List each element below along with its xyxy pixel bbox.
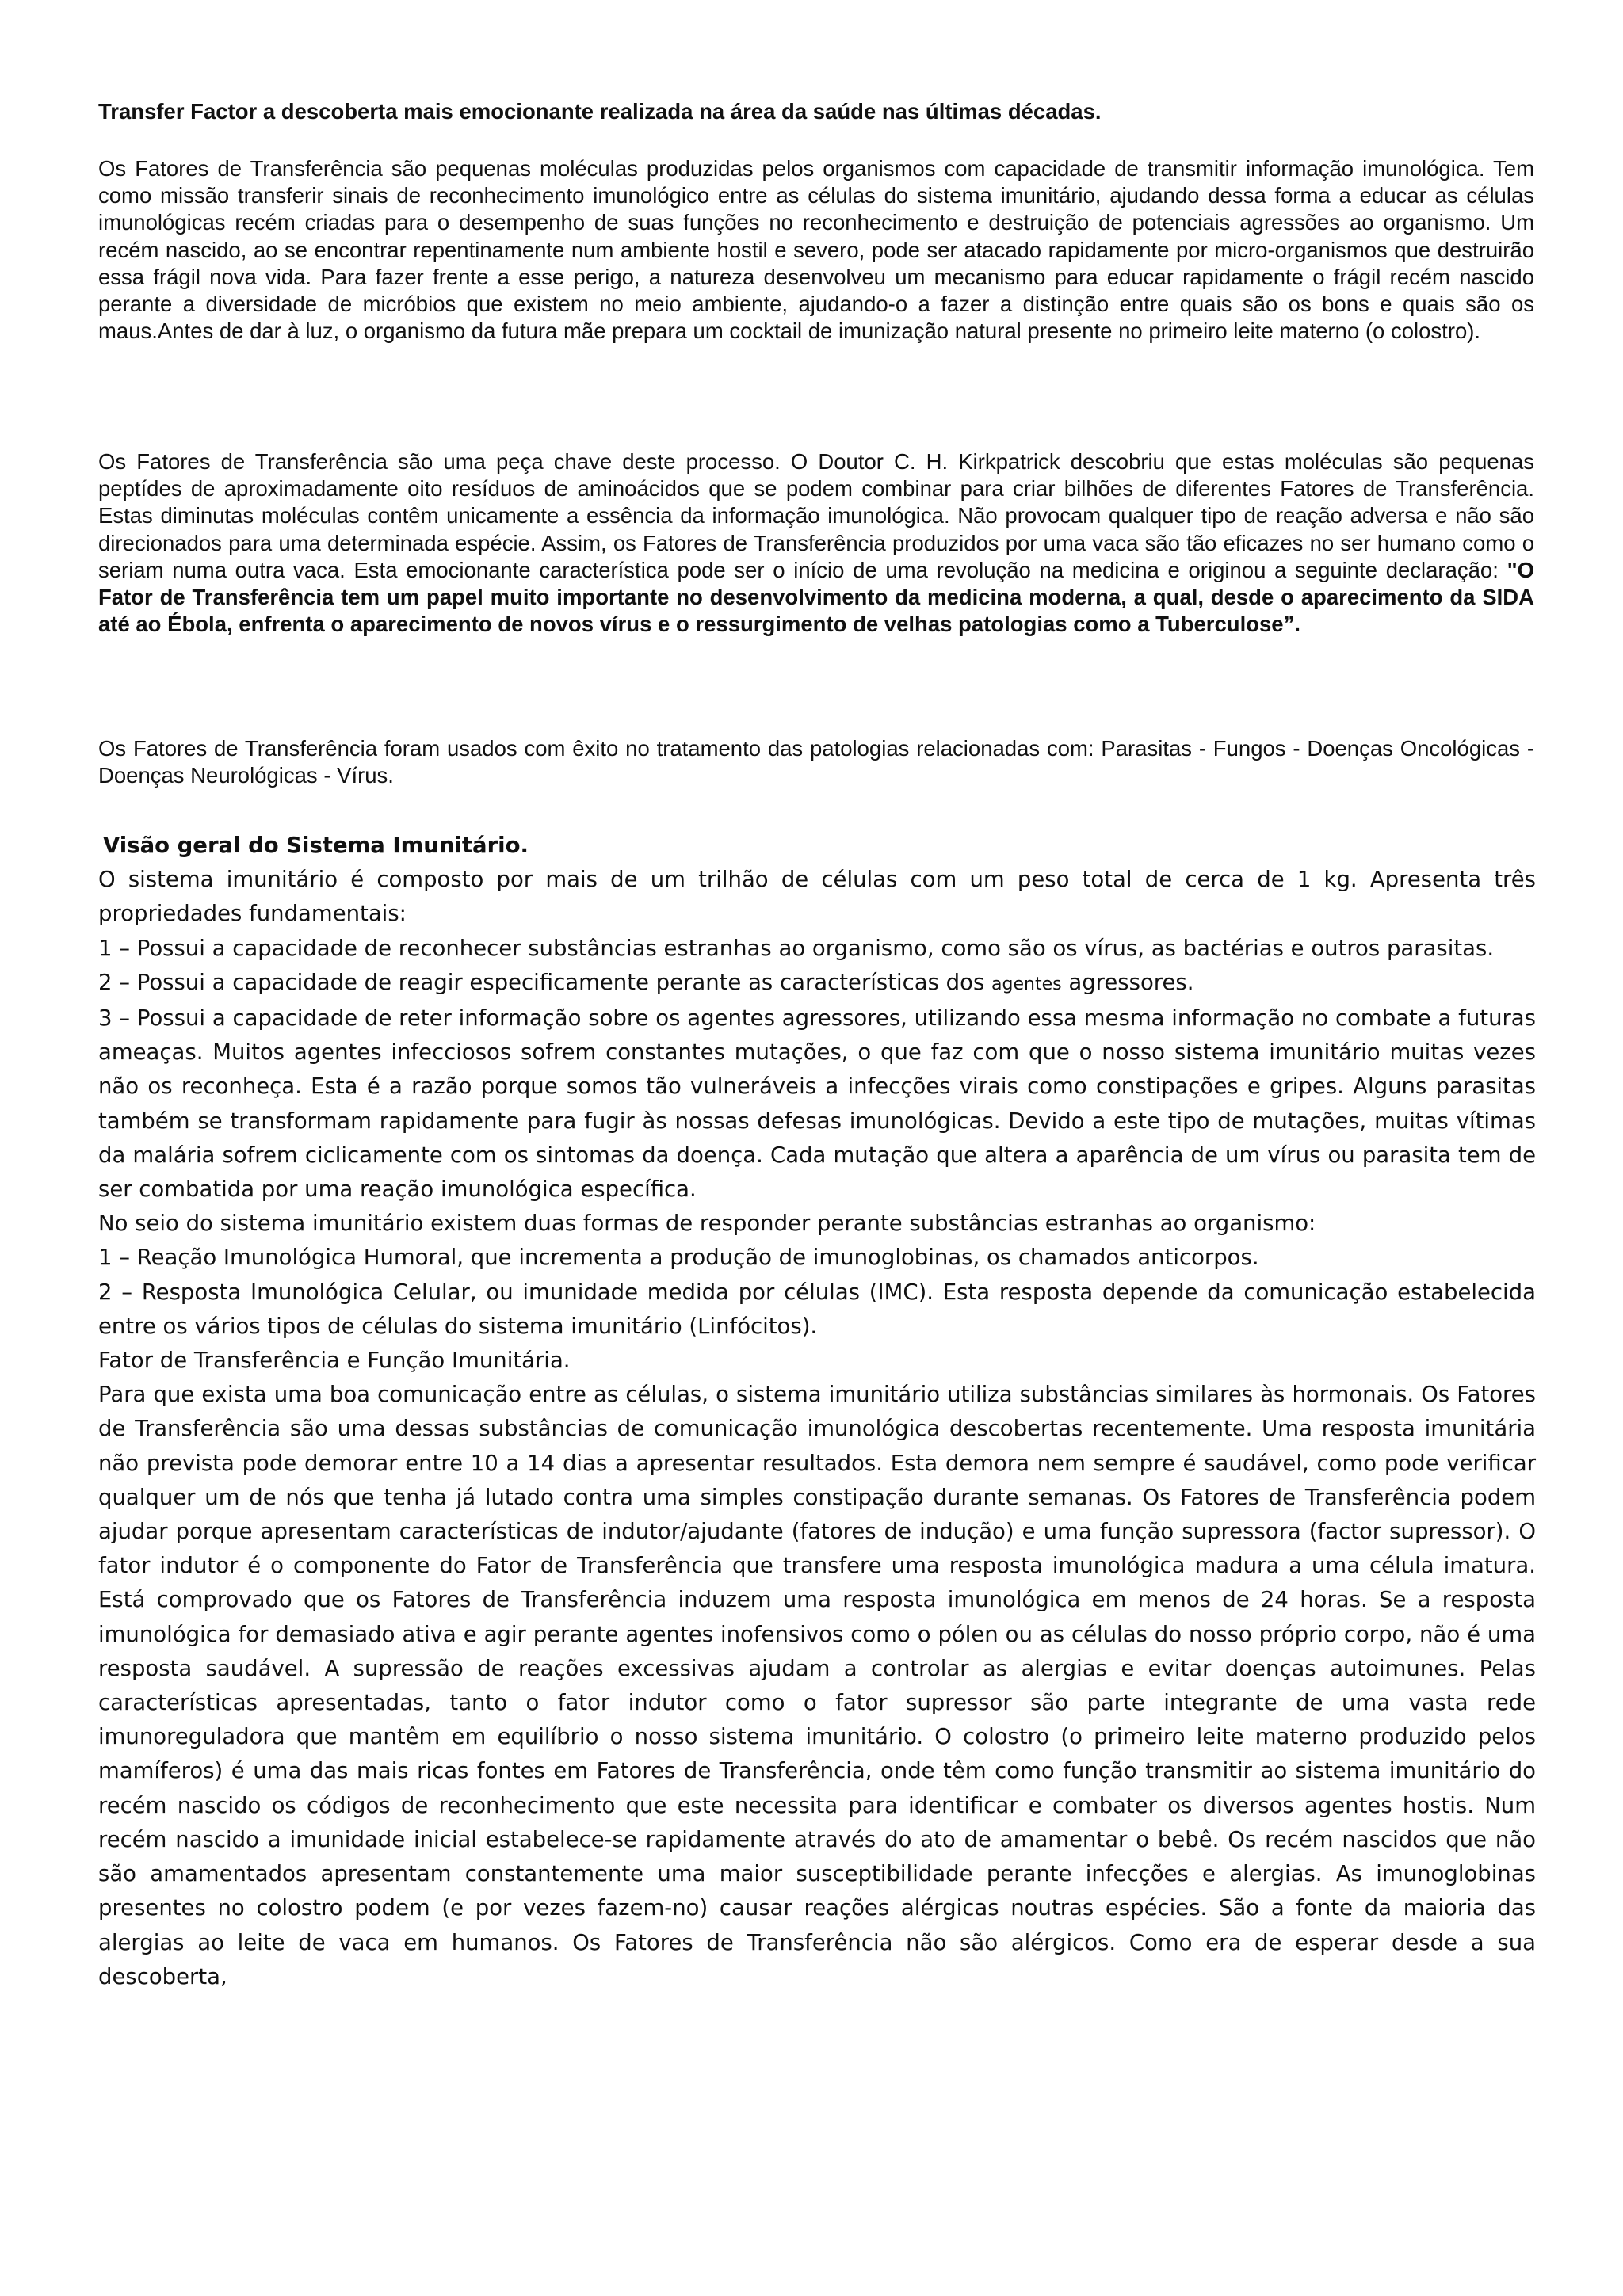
response-forms-intro: No seio do sistema imunitário existem duas formas de responder perante substâncias estranhas ao organismo:: [98, 1211, 1316, 1237]
document-title: Transfer Factor a descoberta mais emocionante realizada na área da saúde nas últimas décadas.: [98, 99, 1102, 124]
response-form-1: 1 – Reação Imunológica Humoral, que incrementa a produção de imunoglobinas, os chamados anticorpos.: [98, 1245, 1259, 1271]
subsection-heading: Fator de Transferência e Função Imunitária.: [98, 1348, 571, 1374]
property-item-3: 3 – Possui a capacidade de reter informação sobre os agentes agressores, utilizando essa mesma informação no combate a futuras ameaças. Muitos agentes infecciosos sofrem constantes mutações, o que faz com que o nosso sistema imunitário muitas vezes não os reconheça. Esta é a razão porque somos tão vulneráveis a infecções virais como constipações e gripes. Alguns parasitas também se transformam rapidamente para fugir às nossas defesas imunológicas. Devido a este tipo de mutações, muitas vítimas da malária sofrem ciclicamente com os sintomas da doença. Cada mutação que altera a aparência de um vírus ou parasita tem de ser combatida por uma reação imunológica específica.: [98, 1005, 1536, 1203]
paragraph-intro: Os Fatores de Transferência são pequenas moléculas produzidas pelos organismos com capacidade de transmitir informação imunológica. Tem como missão transferir sinais de reconhecimento imunológico entre as células do sistema imunitário, ajudando dessa forma a educar as células imunológicas recém criadas para o desempenho de suas funções no reconhecimento e destruição de potenciais agressões ao organismo. Um recém nascido, ao se encontrar repentinamente num ambiente hostil e severo, pode ser atacado rapidamente por micro-organismos que destruirão essa frágil nova vida. Para fazer frente a esse perigo, a natureza desenvolveu um mecanismo para educar rapidamente o frágil recém nascido perante a diversidade de micróbios que existem no meio ambiente, ajudando-o a fazer a distinção entre quais são os bons e quais são os maus.Antes de dar à luz, o organismo da futura mãe prepara um cocktail de imunização natural presente no primeiro leite materno (o colostro).: [98, 156, 1534, 344]
transfer-factor-paragraph: Para que exista uma boa comunicação entre as células, o sistema imunitário utiliza substâncias similares às hormonais. Os Fatores de Transferência são uma dessas substâncias de comunicação imunológica descobertas recentemente. Uma resposta imunitária não prevista pode demorar entre 10 a 14 dias a apresentar resultados. Esta demora nem sempre é saudável, como pode verificar qualquer um de nós que tenha já lutado contra uma simples constipação durante semanas. Os Fatores de Transferência podem ajudar porque apresentam características de indutor/ajudante (fatores de indução) e uma função supressora (factor supressor). O fator indutor é o componente do Fator de Transferência que transfere uma resposta imunológica madura a uma célula imatura. Está comprovado que os Fatores de Transferência induzem uma resposta imunológica em menos de 24 horas. Se a resposta imunológica for demasiado ativa e agir perante agentes inofensivos como o pólen ou as células do nosso próprio corpo, não é uma resposta saudável. A supressão de reações excessivas ajudam a controlar as alergias e evitar doenças autoimunes. Pelas características apresentadas, tanto o fator indutor como o fator supressor são parte integrante de uma vasta rede imunoreguladora que mantêm em equilíbrio o nosso sistema imunitário. O colostro (o primeiro leite materno produzido pelos mamíferos) é uma das mais ricas fontes em Fatores de Transferência, onde têm como função transmitir ao sistema imunitário do recém nascido os códigos de reconhecimento que este necessita para identificar e combater os diversos agentes hostis. Num recém nascido a imunidade inicial estabelece-se rapidamente através do ato de amamentar o bebê. Os recém nascidos que não são amamentados apresentam constantemente uma maior susceptibilidade perante infecções e alergias. As imunoglobinas presentes no colostro podem (e por vezes fazem-no) causar reações alérgicas noutras espécies. São a fonte da maioria das alergias ao leite de vaca em humanos. Os Fatores de Transferência não são alérgicos. Como era de esperar desde a sua descoberta,: [98, 1382, 1536, 1989]
property-item-2: 2 – Possui a capacidade de reagir especificamente perante as características dos agentes agressores.: [98, 969, 1194, 995]
immune-system-section: [98, 829, 1536, 1994]
property-item-1: 1 – Possui a capacidade de reconhecer substâncias estranhas ao organismo, como são os vírus, as bactérias e outros parasitas.: [98, 935, 1495, 961]
response-form-2: 2 – Resposta Imunológica Celular, ou imunidade medida por células (IMC). Esta resposta depende da comunicação estabelecida entre os vários tipos de células do sistema imunitário (Linfócitos).: [98, 1279, 1536, 1339]
paragraph-kirkpatrick: [98, 448, 1534, 638]
section-heading: Visão geral do Sistema Imunitário.: [103, 833, 529, 858]
paragraph-pathologies: Os Fatores de Transferência foram usados com êxito no tratamento das patologias relacionadas com: Parasitas - Fungos - Doenças Oncológicas - Doenças Neurológicas - Vírus.: [98, 736, 1534, 788]
small-word: agentes: [991, 974, 1062, 994]
quote-bold: "O Fator de Transferência tem um papel muito importante no desenvolvimento da medicina moderna, a qual, desde o aparecimento da SIDA até ao Ébola, enfrenta o aparecimento de novos vírus e o ressurgimento de velhas patologias como a Tuberculose”.: [98, 557, 1534, 637]
paragraph-kirkpatrick-text: Os Fatores de Transferência são uma peça chave deste processo. O Doutor C. H. Kirkpatrick descobriu que estas moléculas são pequenas peptídes de aproximadamente oito resíduos de aminoácidos que se podem combinar para criar bilhões de diferentes Fatores de Transferência. Estas diminutas moléculas contêm unicamente a essência da informação imunológica. Não provocam qualquer tipo de reação adversa e não são direcionados para uma determinada espécie. Assim, os Fatores de Transferência produzidos por uma vaca são tão eficazes no ser humano como o seriam numa outra vaca. Esta emocionante característica pode ser o início de uma revolução na medicina e originou a seguinte declaração:: [98, 449, 1534, 582]
section-intro: O sistema imunitário é composto por mais de um trilhão de células com um peso total de cerca de 1 kg. Apresenta três propriedades fundamentais:: [98, 867, 1536, 927]
